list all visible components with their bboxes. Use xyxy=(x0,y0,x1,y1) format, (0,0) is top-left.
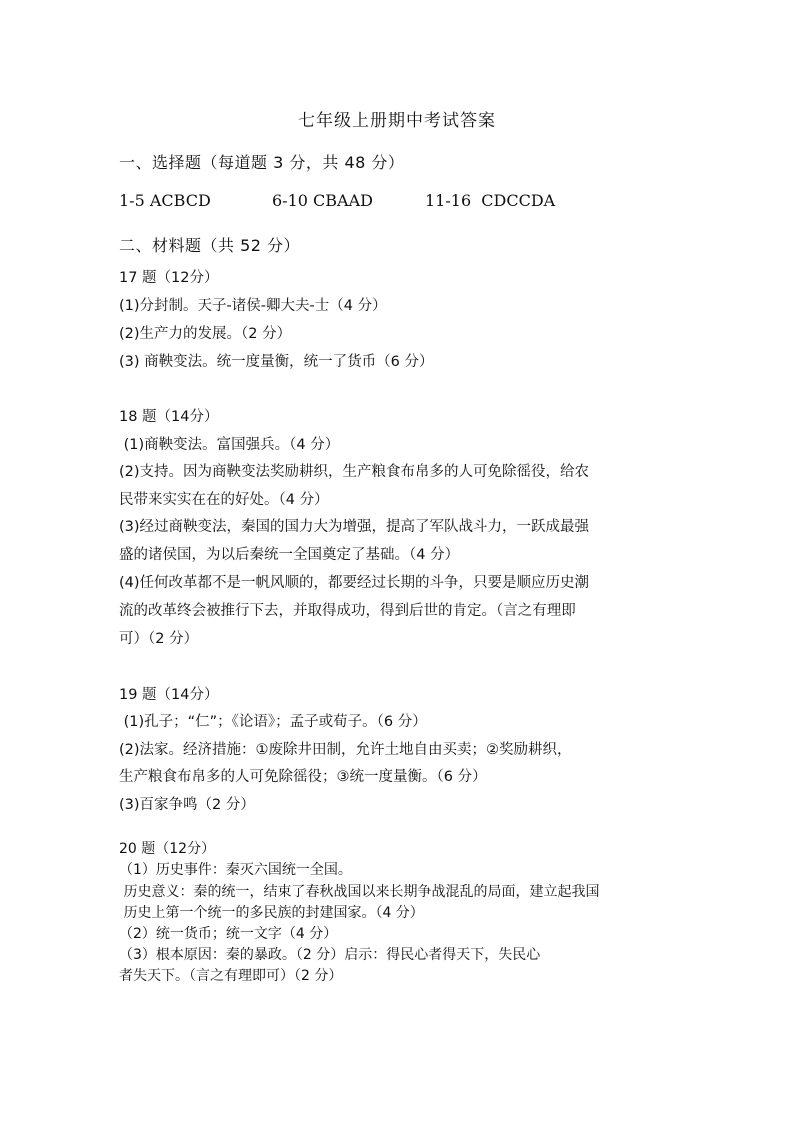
q20-line: （3）根本原因：秦的暴政。（2 分）启示：得民心者得天下，失民心 xyxy=(119,947,541,963)
q19-line: (2)法家。经济措施：①废除井田制，允许土地自由买卖；②奖励耕织， xyxy=(119,742,572,758)
q20-line: （2）统一货币；统一文字（4 分） xyxy=(119,926,338,942)
q20-line: （1）历史事件：秦灭六国统一全国。 xyxy=(119,862,352,878)
q18-line: 民带来实实在在的好处。（4 分） xyxy=(119,492,329,508)
q19-line: (1)孔子；“仁”；《论语》；孟子或荀子。（6 分） xyxy=(119,714,427,730)
q20-line: 历史上第一个统一的多民族的封建国家。（4 分） xyxy=(119,905,424,921)
q18-line: 可）（2 分） xyxy=(119,631,199,647)
q18-line: (4)任何改革都不是一帆风顺的，都要经过长期的斗争，只要是顺应历史潮 xyxy=(119,575,590,591)
page-title: 七年级上册期中考试答案 xyxy=(298,111,496,131)
q19-heading: 19 题（14分） xyxy=(119,687,219,703)
q17-line: (2)生产力的发展。（2 分） xyxy=(119,326,292,342)
q18-heading: 18 题（14分） xyxy=(119,409,219,425)
q18-line: 盛的诸侯国，为以后秦统一全国奠定了基础。（4 分） xyxy=(119,547,460,563)
q18-line: 流的改革终会被推行下去，并取得成功，得到后世的肯定。（言之有理即 xyxy=(119,603,576,619)
q19-line: 生产粮食布帛多的人可免除徭役；③统一度量衡。（6 分） xyxy=(119,769,487,785)
q18-line: (3)经过商鞅变法，秦国的国力大为增强，提高了军队战斗力，一跃成最强 xyxy=(119,519,590,535)
q17-heading: 17 题（12分） xyxy=(119,270,219,286)
q17-line: (3) 商鞅变法。统一度量衡，统一了货币（6 分） xyxy=(119,354,434,370)
q20-line: 历史意义：秦的统一，结束了春秋战国以来长期争战混乱的局面，建立起我国 xyxy=(119,884,600,900)
choice-answers-1-5: 1-5 ACBCD xyxy=(119,191,211,210)
q19-line: (3)百家争鸣（2 分） xyxy=(119,797,255,813)
section-material-heading: 二、材料题（共 52 分） xyxy=(119,236,301,255)
q18-line: (2)支持。因为商鞅变法奖励耕织，生产粮食布帛多的人可免除徭役，给农 xyxy=(119,464,590,480)
q18-line: (1)商鞅变法。富国强兵。（4 分） xyxy=(119,437,340,453)
choice-answers-6-10: 6-10 CBAAD xyxy=(272,191,373,210)
q20-line: 者失天下。（言之有理即可）（2 分） xyxy=(119,968,343,984)
section-choice-heading: 一、选择题（每道题 3 分，共 48 分） xyxy=(119,153,405,172)
choice-answers-11-16: 11-16 CDCCDA xyxy=(425,191,556,210)
q20-heading: 20 题（12分） xyxy=(119,841,216,857)
q17-line: (1)分封制。天子-诸侯-卿大夫-士（4 分） xyxy=(119,298,387,314)
